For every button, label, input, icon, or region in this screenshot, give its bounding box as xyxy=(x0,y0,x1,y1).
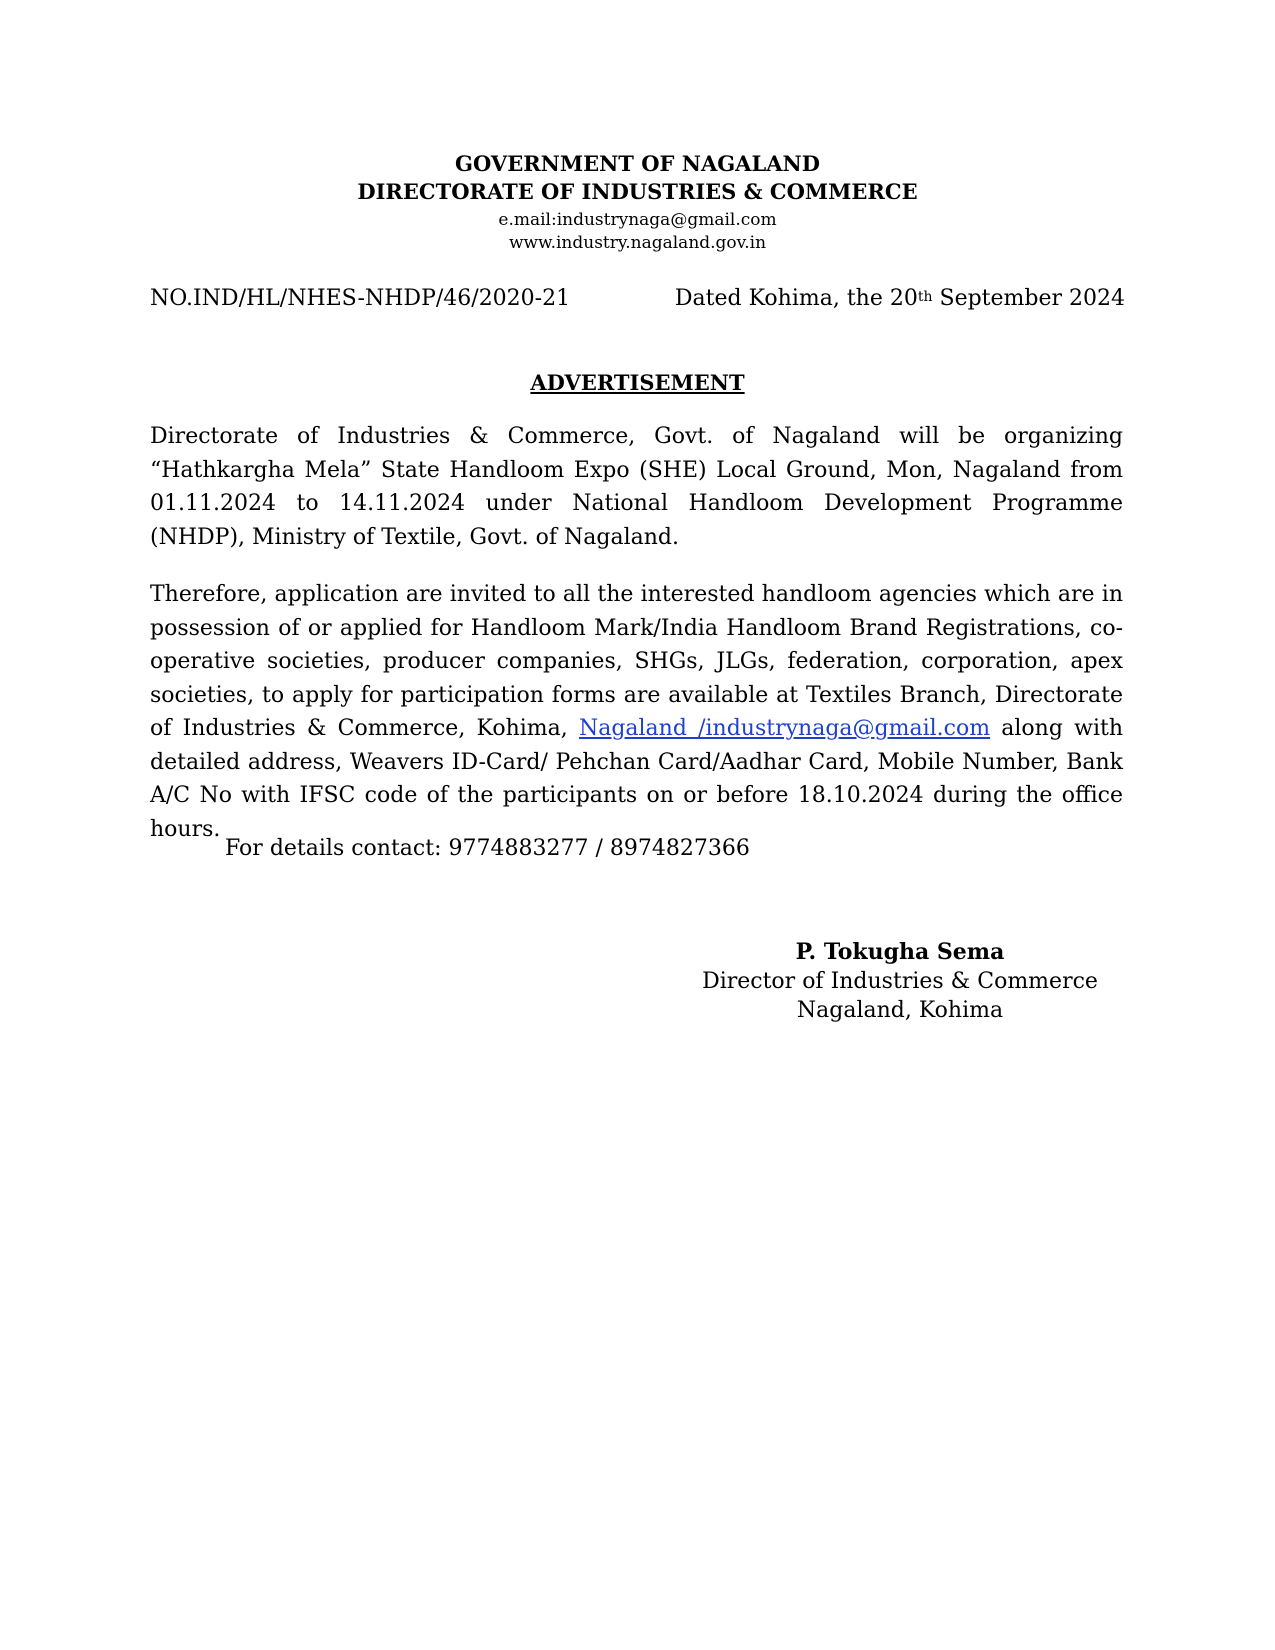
date-line xyxy=(675,284,1125,314)
government-heading: GOVERNMENT OF NAGALAND xyxy=(455,151,820,176)
date-prefix: Dated Kohima, the 20 xyxy=(674,286,918,311)
header-email: e.mail:industrynaga@gmail.com xyxy=(498,210,777,230)
contact-line: For details contact: 9774883277 / 8974827366 xyxy=(225,836,750,861)
signatory-name: P. Tokugha Sema xyxy=(795,939,1005,965)
directorate-heading: DIRECTORATE OF INDUSTRIES & COMMERCE xyxy=(357,179,918,204)
header-website: www.industry.nagaland.gov.in xyxy=(508,233,767,253)
paragraph-event: Directorate of Industries & Commerce, Govt. of Nagaland will be organizing “Hathkargha Mela” State Handloom Expo (SHE) Local Ground, Mon, Nagaland from 01.11.2024 to 14.11.2024 under National Handloom Development Programme (NHDP), Ministry of Textile, Govt. of Nagaland. xyxy=(150,424,1123,550)
date-superscript: th xyxy=(917,289,933,305)
signature-block xyxy=(700,938,1100,1025)
paragraph-application-text: Therefore, application are invited to all the interested handloom agencies which are in possession of or applied for Handloom Mark/India Handloom Brand Registrations, co-operative societies, producer companies, SHGs, JLGs, federation, corporation, apex societies, to apply for participation forms are available at Textiles Branch, Directorate of Industries & Commerce, Kohima, xyxy=(150,582,1123,741)
paragraph-application-text-end: along with detailed address, Weavers ID-Card/ Pehchan Card/Aadhar Card, Mobile Number, Bank A/C No with IFSC code of the participants on or before 18.10.2024 during the office hours. xyxy=(150,716,1123,842)
signatory-designation: Director of Industries & Commerce xyxy=(702,969,1098,994)
signatory-location: Nagaland, Kohima xyxy=(796,998,1004,1023)
paragraph-application xyxy=(150,578,1123,846)
email-link[interactable]: Nagaland /industrynaga@gmail.com xyxy=(578,716,991,741)
date-suffix: September 2024 xyxy=(932,286,1125,311)
advertisement-title: ADVERTISEMENT xyxy=(530,370,745,395)
reference-number: NO.IND/HL/NHES-NHDP/46/2020-21 xyxy=(150,286,571,311)
